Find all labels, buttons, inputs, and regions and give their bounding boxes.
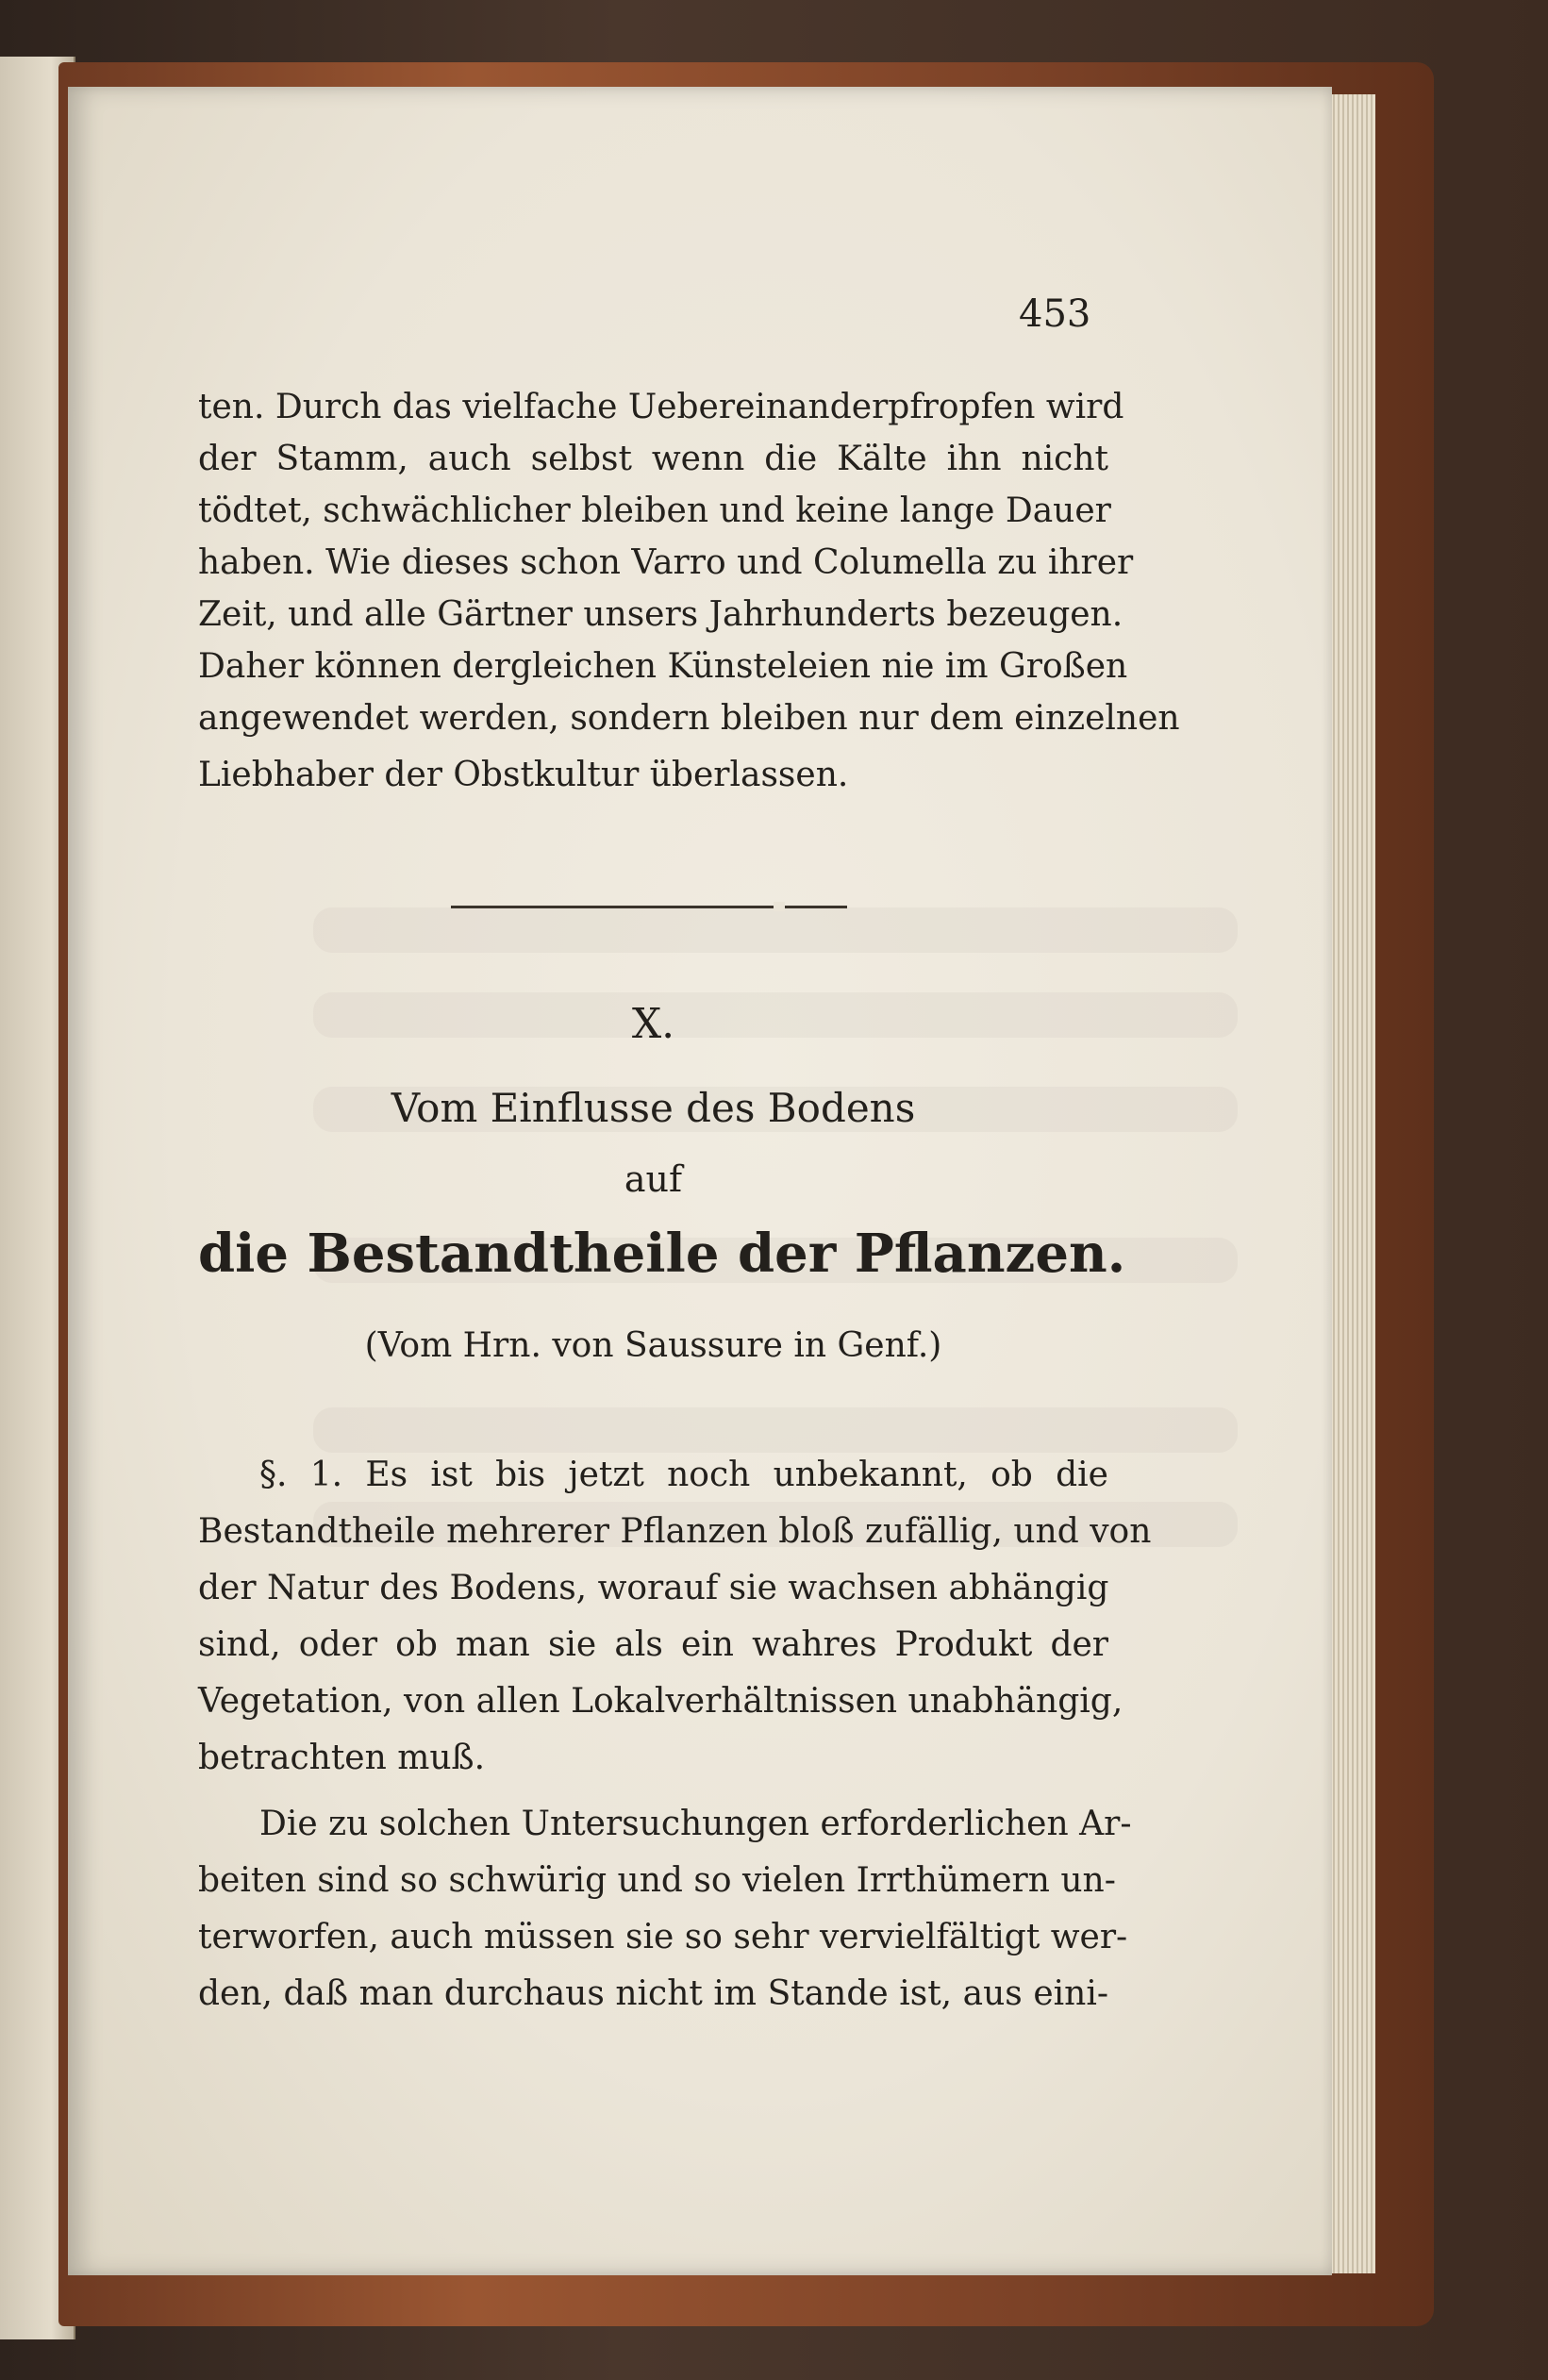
byline: (Vom Hrn. von Saussure in Genf.) [364, 1326, 942, 1365]
text-line: §. 1. Es ist bis jetzt noch unbekannt, ob die [259, 1456, 1108, 1494]
section-number: X. [631, 1000, 675, 1048]
text-line: angewendet werden, sondern bleiben nur dem einzelnen [198, 699, 1180, 738]
text-line: tödtet, schwächlicher bleiben und keine lange Dauer [198, 491, 1111, 530]
text-line: haben. Wie dieses schon Varro und Columella zu ihrer [198, 543, 1134, 582]
text-line: Bestandtheile mehrerer Pflanzen bloß zufällig, und von [198, 1512, 1152, 1551]
section-title-line-3: die Bestandtheile der Pflanzen. [198, 1223, 1126, 1285]
text-line: der Natur des Bodens, worauf sie wachsen abhängig [198, 1569, 1109, 1607]
text-line: terworfen, auch müssen sie so sehr vervielfältigt wer- [198, 1918, 1128, 1956]
text-line: der Stamm, auch selbst wenn die Kälte ihn nicht [198, 440, 1108, 478]
text-line: Die zu solchen Untersuchungen erforderlichen Ar- [259, 1805, 1132, 1843]
text-line: den, daß man durchaus nicht im Stande ist, aus eini- [198, 1974, 1108, 2013]
text-line: Zeit, und alle Gärtner unsers Jahrhunderts bezeugen. [198, 595, 1124, 634]
section-divider-gap [774, 902, 785, 911]
text-line: Liebhaber der Obstkultur überlassen. [198, 756, 849, 794]
bleed-through [313, 1407, 1238, 1453]
bleed-through [313, 907, 1238, 953]
text-line: beiten sind so schwürig und so vielen Irrthümern un- [198, 1861, 1116, 1900]
text-line: Vegetation, von allen Lokalverhältnissen unabhängig, [198, 1682, 1124, 1721]
page-number: 453 [1019, 292, 1091, 336]
section-title-line-2: auf [624, 1158, 683, 1200]
section-divider [451, 906, 847, 908]
text-line: ten. Durch das vielfache Uebereinanderpfropfen wird [198, 388, 1124, 426]
text-line: betrachten muß. [198, 1739, 486, 1777]
text-line: Daher können dergleichen Künsteleien nie im Großen [198, 647, 1128, 686]
section-title-line-1: Vom Einflusse des Bodens [391, 1085, 916, 1131]
text-line: sind, oder ob man sie als ein wahres Produkt der [198, 1625, 1108, 1664]
